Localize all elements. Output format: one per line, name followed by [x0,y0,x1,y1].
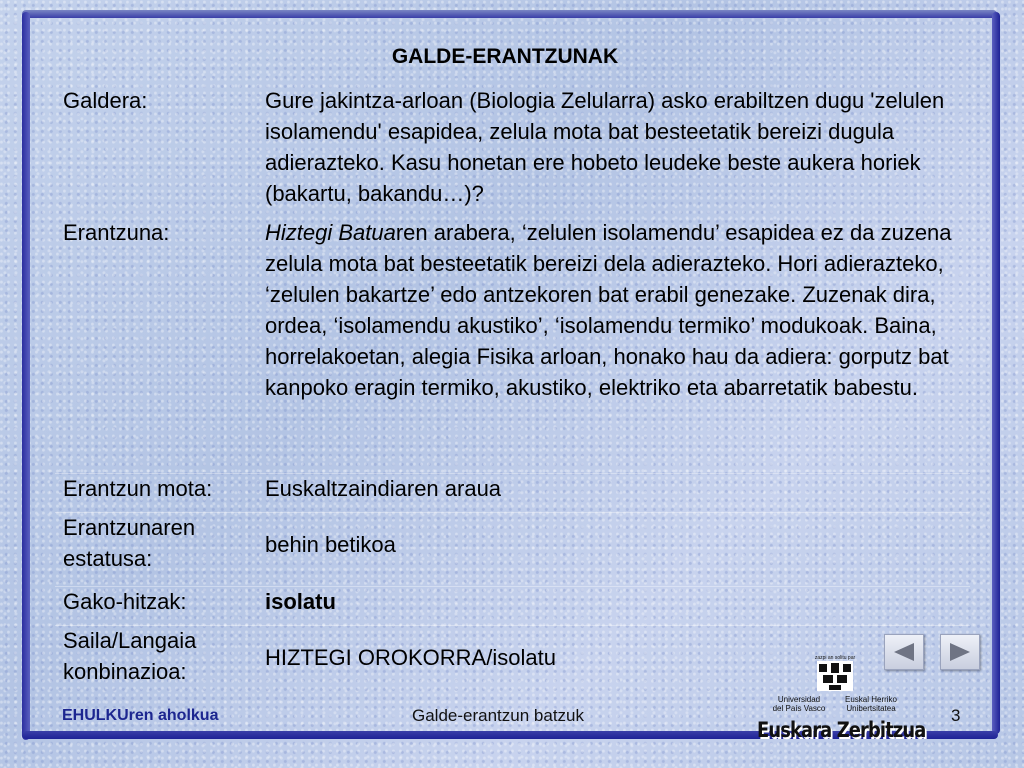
logo-text-eu-2: Unibertsitatea [846,704,896,713]
answer-type-label: Erantzun mota: [63,476,213,501]
section-label: Saila/Langaia konbinazioa: [63,628,197,684]
qa-row-answer-type [55,473,970,505]
next-slide-button[interactable] [940,634,980,670]
service-name: Euskara Zerbitzua [757,718,926,742]
status-value: behin betikoa [265,532,396,557]
answer-text-body: ren arabera, ‘zelulen isolamendu’ esapidea ez da zuzena zelula mota bat besteetatik bereizi dela adierazteko. Hori adierazteko, ‘zelulen bakartze’ edo antzekoren bat erabil genezake. Zuzenak dira, ordea, ‘isolamendu akustiko’, ‘isolamendu termiko’ modukoak. Baina, horrelakoetan, alegia Fisika arloan, honako hau da adiera: gorputz bat kanpoko eragin termiko, akustiko, elektriko eta abarretatik babestu. [265,220,952,400]
qa-row-keywords [55,586,970,618]
footer-brand: EHULKUren aholkua [62,707,219,724]
keywords-label: Gako-hitzak: [63,589,187,614]
qa-row-answer [55,217,970,467]
status-label: Erantzunaren estatusa: [63,515,196,571]
qa-row-status [55,512,970,574]
question-text: Gure jakintza-arloan (Biologia Zelularra) asko erabiltzen dugu 'zelulen isolamendu' esapidea, zelula mota bat besteetatik bereizi dugula adierazteko. Kasu honetan ere hobeto leudeke beste aukera horiek (bakartu, bakandu…)? [265,88,945,206]
logo-text-es-1: Universidad [777,695,821,704]
footer-title: Galde-erantzun batzuk [412,706,584,725]
logo-motto: zazpi an solitu par [814,655,856,661]
page-title: GALDE-ERANTZUNAK [391,45,619,68]
slide-frame-right [992,12,1000,734]
keywords-value: isolatu [265,589,336,614]
slide-frame-top [22,10,997,18]
question-label: Galdera: [63,88,148,113]
answer-label: Erantzuna: [63,220,170,245]
logo-text-es-2: del País Vasco [772,704,826,713]
page-number: 3 [951,706,961,725]
university-emblem-icon [813,661,857,691]
section-value: HIZTEGI OROKORRA/isolatu [265,645,556,670]
qa-row-question [55,85,970,213]
slide-frame-left [22,12,30,740]
answer-text-italic: Hiztegi Batua [265,220,396,245]
triangle-right-icon [948,642,972,662]
logo-text-eu-1: Euskal Herriko [844,695,897,704]
answer-type-value: Euskaltzaindiaren araua [265,476,502,501]
answer-text [265,217,965,403]
